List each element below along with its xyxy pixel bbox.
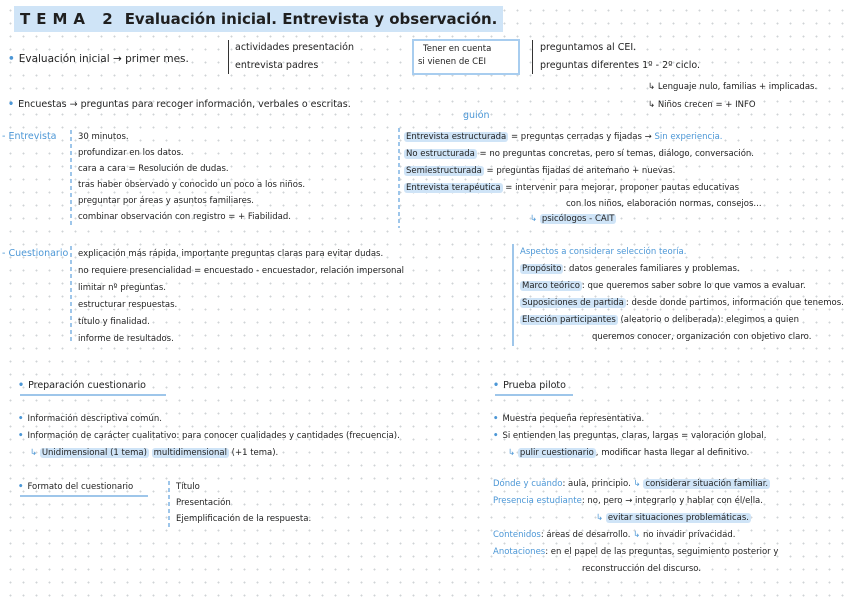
- guion-note: guión: [463, 110, 490, 121]
- title-text: Evaluación inicial. Entrevista y observación.: [124, 10, 498, 28]
- piloto-donde: Dónde y cuándo: aula, principio. ↳ considerar situación familiar.: [493, 479, 769, 489]
- entrevista-item-3: cara a cara = Resolución de dudas.: [78, 164, 229, 174]
- aspecto-marco: Marco teórico : que queremos saber sobre lo que vamos a evaluar.: [522, 281, 806, 291]
- piloto-anotaciones-cont: reconstrucción del discurso.: [582, 564, 702, 574]
- prep-line-3: ↳ Unidimensional (1 tema) multidimensional (+1 tema).: [30, 448, 279, 458]
- cei-arrow-1: ↳ Lenguaje nulo, familias + implicadas.: [648, 82, 818, 92]
- cuestionario-item-2: no requiere presencialidad = encuestado - encuestador, relación impersonal: [78, 266, 405, 276]
- note-line-1: Tener en cuenta: [423, 44, 492, 54]
- piloto-line-1: • Muestra pequeña representativa.: [493, 414, 645, 424]
- cei-bracket: [532, 40, 533, 74]
- tipos-divider: [398, 128, 400, 228]
- cuestionario-item-3: limitar nº preguntas.: [78, 283, 166, 293]
- piloto-presencia: Presencia estudiante: no, pero → integrarlo y hablar con él/ella.: [493, 496, 763, 506]
- formato-divider: [168, 481, 170, 529]
- cuestionario-label: - Cuestionario: [2, 248, 69, 259]
- entrevista-item-5: preguntar por áreas y asuntos familiares.: [78, 196, 254, 206]
- tipo-terapeutica-cont: con los niños, elaboración normas, consejos...: [566, 199, 762, 209]
- piloto-contenidos: Contenidos: áreas de desarrollo. ↳ no invadir privacidad.: [493, 530, 736, 540]
- aspecto-proposito: Propósito : datos generales familiares y problemas.: [522, 264, 740, 274]
- cuestionario-item-6: informe de resultados.: [78, 334, 174, 344]
- cuestionario-item-4: estructurar respuestas.: [78, 300, 178, 310]
- cei-line-2: preguntas diferentes 1º - 2º ciclo.: [540, 60, 701, 71]
- formato-item-1: Título: [176, 482, 200, 492]
- eval-bracket: [228, 40, 229, 74]
- tipo-semiestructurada: Semiestructurada = preguntas fijadas de antemano + nuevas.: [406, 166, 676, 176]
- piloto-underline: [495, 394, 573, 396]
- aspecto-eleccion-cont: queremos conocer, organización con objetivo claro.: [592, 332, 812, 342]
- cei-line-1: preguntamos al CEI.: [540, 42, 637, 53]
- cuestionario-divider: [70, 246, 72, 344]
- entrevista-item-4: tras haber observado y conocido un poco a los niños.: [78, 180, 306, 190]
- eval-item-1: actividades presentación: [235, 42, 354, 53]
- piloto-line-2: • Si entienden las preguntas, claras, largas = valoración global.: [493, 431, 767, 441]
- entrevista-item-6: combinar observación con registro = + Fiabilidad.: [78, 212, 291, 222]
- prep-line-2: • Información de carácter cualitativo: para conocer cualidades y cantidades (frecuencia).: [18, 431, 400, 441]
- aspectos-title: Aspectos a considerar selección teoría.: [520, 247, 687, 257]
- tipo-no-estructurada: No estructurada = no preguntas concretas, pero sí temas, diálogo, conversación.: [406, 149, 754, 159]
- formato-title: • Formato del cuestionario: [18, 482, 134, 492]
- aspectos-divider: [512, 244, 514, 346]
- page-title: [14, 6, 503, 32]
- piloto-anotaciones: Anotaciones: en el papel de las preguntas, seguimiento posterior y: [493, 547, 779, 557]
- formato-item-2: Presentación: [176, 498, 231, 508]
- piloto-title: • Prueba piloto: [493, 380, 566, 391]
- piloto-line-3: ↳ pulir cuestionario , modificar hasta llegar al definitivo.: [508, 448, 750, 458]
- cuestionario-item-1: explicación más rápida, importante preguntas claras para evitar dudas.: [78, 249, 384, 259]
- note-line-2: si vienen de CEI: [418, 57, 486, 67]
- entrevista-divider: [70, 130, 72, 228]
- cuestionario-item-5: título y finalidad.: [78, 317, 150, 327]
- prep-underline: [20, 394, 166, 396]
- encuestas-line: • Encuestas → preguntas para recoger información, verbales o escritas.: [8, 99, 351, 110]
- entrevista-label: - Entrevista: [2, 131, 57, 142]
- tipo-estructurada: Entrevista estructurada = preguntas cerradas y fijadas → Sin experiencia.: [406, 132, 723, 142]
- cei-arrow-2: ↳ Niños crecen = + INFO: [648, 100, 756, 110]
- entrevista-item-2: profundizar en los datos.: [78, 148, 184, 158]
- formato-underline: [20, 495, 148, 497]
- note-box: [412, 39, 520, 75]
- prep-line-1: • Información descriptiva común.: [18, 414, 162, 424]
- aspecto-suposiciones: Suposiciones de partida : desde donde partimos, información que tenemos.: [522, 298, 844, 308]
- tipo-terapeutica: Entrevista terapéutica = intervenir para mejorar, proponer pautas educativas: [406, 183, 739, 193]
- tipo-psicologos: ↳ psicólogos - CAIT: [530, 214, 615, 224]
- eval-label: • Evaluación inicial → primer mes.: [8, 53, 189, 65]
- eval-item-2: entrevista padres: [235, 60, 319, 71]
- prep-title: • Preparación cuestionario: [18, 380, 146, 391]
- aspecto-eleccion: Elección participantes (aleatorio o deliberada): elegimos a quien: [522, 315, 800, 325]
- formato-item-3: Ejemplificación de la respuesta.: [176, 514, 312, 524]
- tema-number: TEMA 2: [20, 10, 119, 28]
- piloto-evitar: ↳ evitar situaciones problemáticas.: [596, 513, 749, 523]
- entrevista-item-1: 30 minutos.: [78, 132, 129, 142]
